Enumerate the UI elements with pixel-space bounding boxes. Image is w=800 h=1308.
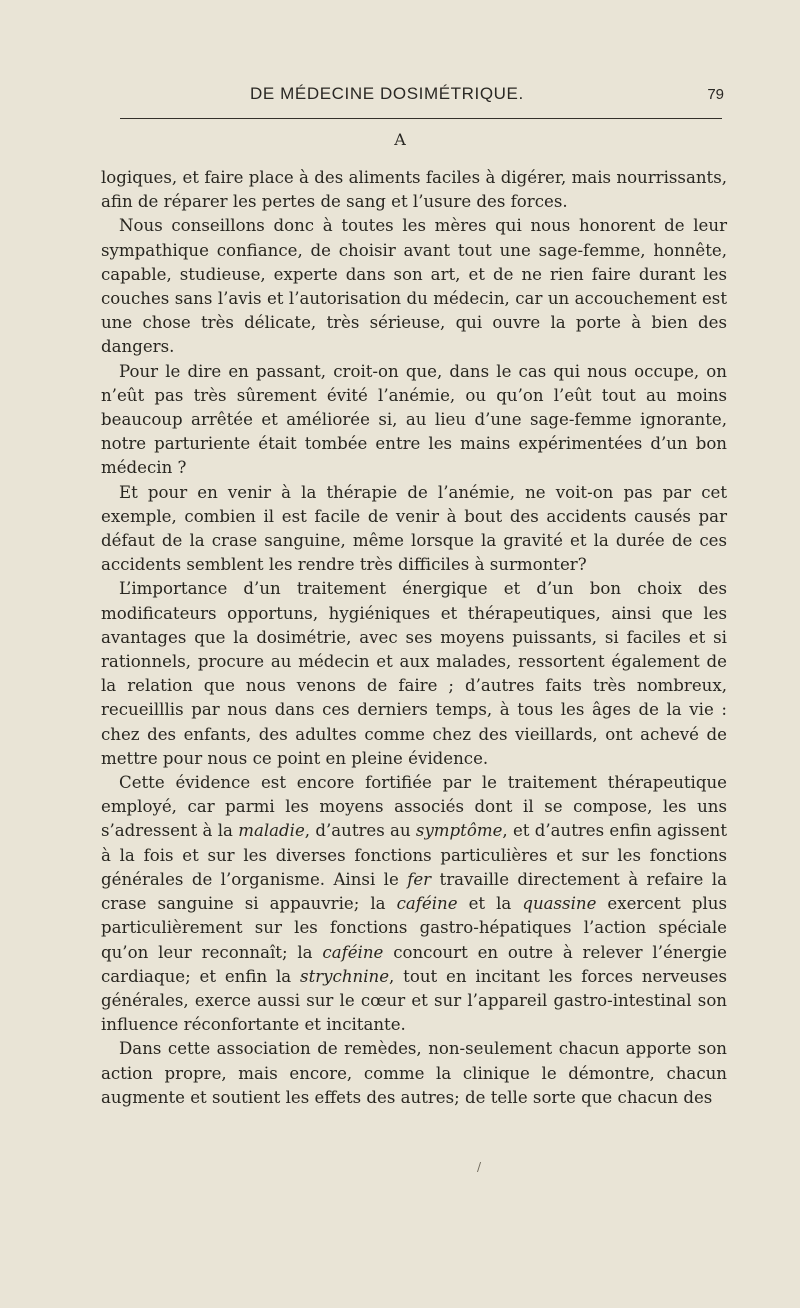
paragraph-6-text: et la xyxy=(457,894,523,914)
paragraph-7: Dans cette association de remèdes, non-seulement chacun apporte son action propre, mais encore, comme la clinique le démontre, chacun augmente et soutient les effets des autres; de telle sorte que chacun des xyxy=(101,1039,727,1107)
paragraph-1: logiques, et faire place à des aliments faciles à digérer, mais nourrissants, afin de réparer les pertes de sang et l’usure des forces. xyxy=(101,168,727,212)
italic-term-symptome: symptôme xyxy=(415,821,503,841)
paragraph-6-text: , et d’autres enfin agissent à la fois et sur les diverses fonctions particulières et sur les fonctions générales de l’organisme. Ainsi le xyxy=(101,821,727,889)
italic-term-cafeine: caféine xyxy=(322,942,384,962)
italic-term-strychnine: strychnine xyxy=(300,966,390,986)
italic-term-fer: fer xyxy=(407,869,432,889)
paragraph-6-text: concourt en outre à relever l’énergie cardiaque; et enfin la xyxy=(101,942,727,986)
italic-term-maladie: maladie xyxy=(238,821,305,841)
paragraph-6 xyxy=(101,771,727,1037)
paragraph-6-text: exercent plus particulièrement sur les fonctions gastro-hépatiques l’action spéciale qu’on leur reconnaît; la xyxy=(101,894,727,962)
paragraph-3: Pour le dire en passant, croit-on que, dans le cas qui nous occupe, on n’eût pas très sûrement évité l’anémie, ou qu’on l’eût tout au moins beaucoup arrêtée et améliorée si, au lieu d’une sage-femme ignorante, notre parturiente était tombée entre les mains expérimentées d’un bon médecin ? xyxy=(101,361,727,478)
running-title: DE MÉDECINE DOSIMÉTRIQUE. xyxy=(250,84,524,103)
italic-term-cafeine: caféine xyxy=(396,894,458,914)
paragraph-2: Nous conseillons donc à toutes les mères qui nous honorent de leur sympathique confiance, de choisir avant tout une sage-femme, honnête, capable, studieuse, experte dans son art, et de ne rien faire durant les couches sans l’avis et l’autorisation du médecin, car un accouchement est une chose très délicate, très sérieuse, qui ouvre la porte à bien des dangers. xyxy=(101,216,727,357)
stray-mark: / xyxy=(477,1160,482,1174)
paragraph-5: L’importance d’un traitement énergique et d’un bon choix des modificateurs opportuns, hygiéniques et thérapeutiques, ainsi que les avantages que la dosimétrie, avec ses moyens puissants, si faciles et si rationnels, procure au médecin et aux malades, ressortent également de la relation que nous venons de faire ; d’autres faits très nombreux, recueilllis par nous dans ces derniers temps, à tous les âges de la vie : chez des enfants, des adultes comme chez des vieillards, ont achevé de mettre pour nous ce point en pleine évidence. xyxy=(101,579,727,768)
page-header xyxy=(100,84,728,112)
paragraph-6-text: , tout en incitant les forces nerveuses générales, exerce aussi sur le cœur et sur l’appareil gastro-intestinal son influence réconfortante et incitante. xyxy=(101,966,727,1035)
body-text xyxy=(101,166,727,1110)
paragraph-6-text: travaille directement à refaire la crase sanguine si appauvrie; la xyxy=(101,869,727,914)
signature-mark: A xyxy=(394,130,406,149)
paragraph-6-text: Cette évidence est encore fortifiée par le traitement thérapeutique employé, car parmi les moyens associés dont il se compose, les uns s’adressent à la xyxy=(101,773,727,841)
paragraph-4: Et pour en venir à la thérapie de l’anémie, ne voit-on pas par cet exemple, combien il est facile de venir à bout des accidents causés par défaut de la crase sanguine, même lorsque la gravité et la durée de ces accidents semblent les rendre très difficiles à surmonter? xyxy=(101,482,727,575)
paragraph-6-text: , d’autres au xyxy=(304,821,416,841)
page-number: 79 xyxy=(707,86,724,103)
italic-term-quassine: quassine xyxy=(522,894,597,914)
header-rule xyxy=(120,118,722,119)
